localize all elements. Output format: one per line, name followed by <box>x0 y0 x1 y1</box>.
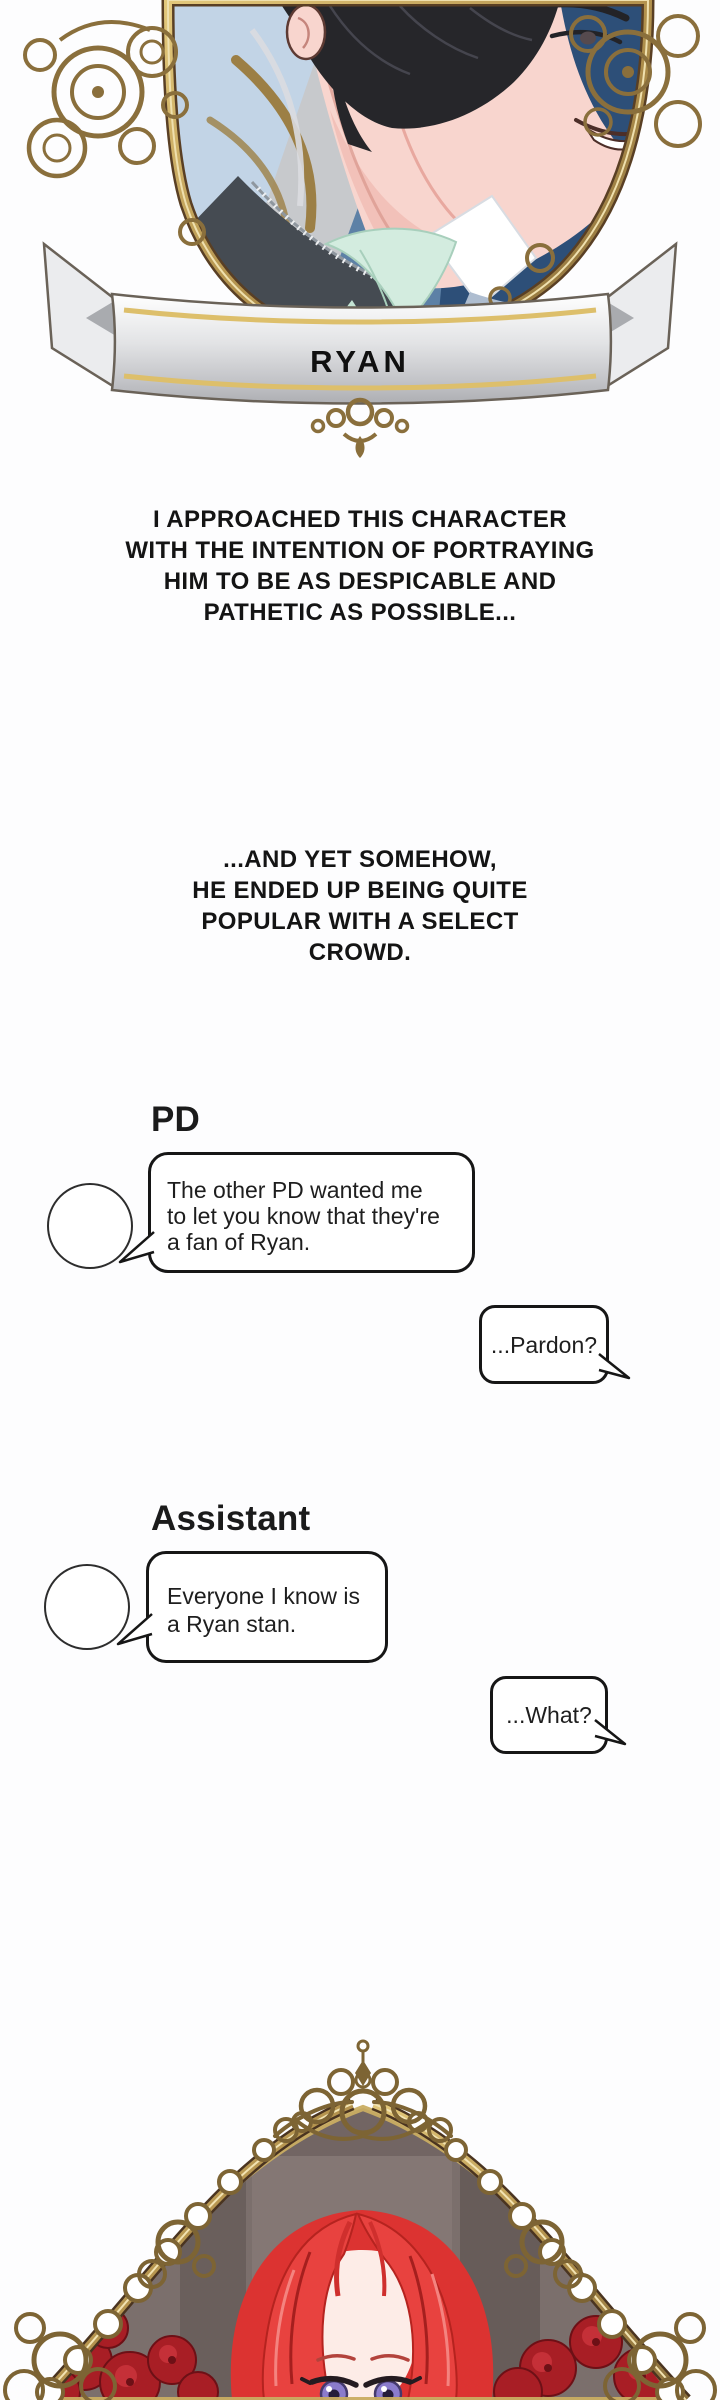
flourish-ornament <box>313 400 408 458</box>
bubble-line: Everyone I know is <box>167 1583 361 1609</box>
bubble-line: ...Pardon? <box>490 1331 598 1358</box>
narration-line: HE ENDED UP BEING QUITE <box>192 877 528 904</box>
narration-block-2 <box>0 844 720 968</box>
reply-bubble-what <box>490 1676 608 1754</box>
character-name-banner: RYAN <box>310 344 410 379</box>
pd-speech-bubble <box>148 1152 475 1273</box>
narration-line: PATHETIC AS POSSIBLE... <box>203 599 517 626</box>
bubble-line: a fan of Ryan. <box>167 1229 311 1255</box>
narration-line: POPULAR WITH A SELECT <box>201 908 519 935</box>
pardon-bubble-tail <box>596 1350 634 1384</box>
bubble-line: to let you know that they're <box>167 1203 440 1229</box>
portrait-red-haired-woman <box>32 2100 704 2400</box>
top-portrait-panel <box>0 0 720 460</box>
narration-line: CROWD. <box>308 939 412 966</box>
narration-block-1 <box>0 504 720 628</box>
bottom-portrait-panel <box>0 2030 720 2400</box>
pd-bubble-tail <box>114 1228 156 1268</box>
assistant-speech-bubble <box>146 1551 388 1663</box>
assistant-bubble-tail <box>112 1610 154 1650</box>
narration-line: WITH THE INTENTION OF PORTRAYING <box>125 537 595 564</box>
speaker-label-pd: PD <box>151 1100 201 1139</box>
narration-line: HIM TO BE AS DESPICABLE AND <box>163 568 557 595</box>
bubble-line: ...What? <box>506 1702 592 1728</box>
bubble-line: a Ryan stan. <box>167 1611 297 1637</box>
narration-line: I APPROACHED THIS CHARACTER <box>153 506 567 533</box>
speaker-label-assistant: Assistant <box>151 1499 311 1538</box>
bubble-line: The other PD wanted me <box>167 1177 423 1203</box>
reply-bubble-pardon <box>479 1305 609 1384</box>
what-bubble-tail <box>592 1716 630 1750</box>
narration-line: ...AND YET SOMEHOW, <box>223 846 497 873</box>
